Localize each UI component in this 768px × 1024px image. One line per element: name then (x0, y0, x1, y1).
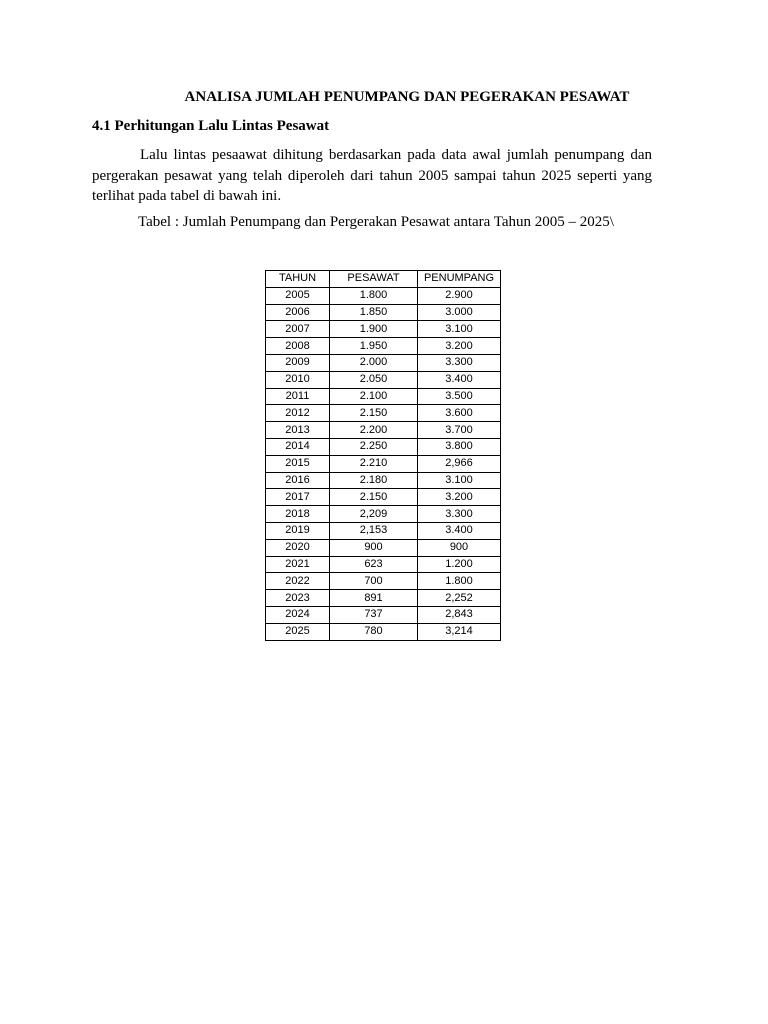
cell-pesawat: 1.900 (330, 321, 418, 338)
cell-tahun: 2006 (266, 304, 330, 321)
cell-pesawat: 900 (330, 539, 418, 556)
header-tahun: TAHUN (266, 271, 330, 288)
cell-penumpang: 3.000 (418, 304, 501, 321)
table-body (266, 287, 501, 640)
cell-pesawat: 2.000 (330, 354, 418, 371)
table-row (266, 539, 501, 556)
table-row (266, 606, 501, 623)
table-row (266, 287, 501, 304)
body-paragraph: Lalu lintas pesaawat dihitung berdasarkan pada data awal jumlah penumpang dan pergerakan pesawat yang telah diperoleh dari tahun 2005 sampai tahun 2025 seperti yang terlihat pada tabel di bawah ini. (92, 147, 652, 204)
cell-penumpang: 3.300 (418, 506, 501, 523)
passenger-aircraft-table (265, 270, 501, 641)
cell-penumpang: 3.200 (418, 338, 501, 355)
cell-pesawat: 700 (330, 573, 418, 590)
table-row (266, 590, 501, 607)
cell-penumpang: 3.400 (418, 522, 501, 539)
cell-penumpang: 2,843 (418, 606, 501, 623)
table-row (266, 455, 501, 472)
cell-tahun: 2022 (266, 573, 330, 590)
cell-penumpang: 3.200 (418, 489, 501, 506)
cell-penumpang: 2,966 (418, 455, 501, 472)
cell-tahun: 2017 (266, 489, 330, 506)
cell-penumpang: 2.900 (418, 287, 501, 304)
table-row (266, 489, 501, 506)
cell-pesawat: 623 (330, 556, 418, 573)
header-pesawat: PESAWAT (330, 271, 418, 288)
table-row (266, 506, 501, 523)
cell-tahun: 2023 (266, 590, 330, 607)
cell-pesawat: 2,153 (330, 522, 418, 539)
header-penumpang: PENUMPANG (418, 271, 501, 288)
cell-penumpang: 3.100 (418, 321, 501, 338)
cell-penumpang: 3.600 (418, 405, 501, 422)
cell-tahun: 2011 (266, 388, 330, 405)
cell-pesawat: 2.200 (330, 422, 418, 439)
section-heading: 4.1 Perhitungan Lalu Lintas Pesawat (92, 118, 330, 134)
cell-pesawat: 2.250 (330, 438, 418, 455)
cell-tahun: 2005 (266, 287, 330, 304)
cell-pesawat: 891 (330, 590, 418, 607)
cell-tahun: 2018 (266, 506, 330, 523)
cell-penumpang: 1.800 (418, 573, 501, 590)
cell-penumpang: 1.200 (418, 556, 501, 573)
cell-tahun: 2016 (266, 472, 330, 489)
cell-pesawat: 780 (330, 623, 418, 640)
table-header-row (266, 271, 501, 288)
table-row (266, 321, 501, 338)
cell-pesawat: 2.150 (330, 405, 418, 422)
cell-pesawat: 2,209 (330, 506, 418, 523)
table-row (266, 472, 501, 489)
table-row (266, 438, 501, 455)
cell-tahun: 2025 (266, 623, 330, 640)
cell-tahun: 2019 (266, 522, 330, 539)
cell-penumpang: 3.100 (418, 472, 501, 489)
cell-pesawat: 2.100 (330, 388, 418, 405)
cell-tahun: 2020 (266, 539, 330, 556)
table-row (266, 338, 501, 355)
cell-penumpang: 3.800 (418, 438, 501, 455)
cell-pesawat: 1.850 (330, 304, 418, 321)
cell-pesawat: 1.950 (330, 338, 418, 355)
table-row (266, 573, 501, 590)
cell-tahun: 2008 (266, 338, 330, 355)
table-row (266, 388, 501, 405)
document-title: ANALISA JUMLAH PENUMPANG DAN PEGERAKAN PESAWAT (184, 89, 630, 105)
table-row (266, 556, 501, 573)
cell-tahun: 2015 (266, 455, 330, 472)
cell-tahun: 2012 (266, 405, 330, 422)
cell-pesawat: 2.180 (330, 472, 418, 489)
cell-penumpang: 2,252 (418, 590, 501, 607)
cell-penumpang: 3,214 (418, 623, 501, 640)
cell-pesawat: 2.210 (330, 455, 418, 472)
cell-tahun: 2024 (266, 606, 330, 623)
cell-pesawat: 1.800 (330, 287, 418, 304)
table-row (266, 354, 501, 371)
cell-penumpang: 3.300 (418, 354, 501, 371)
cell-tahun: 2010 (266, 371, 330, 388)
cell-tahun: 2007 (266, 321, 330, 338)
table-row (266, 623, 501, 640)
table-caption: Tabel : Jumlah Penumpang dan Pergerakan Pesawat antara Tahun 2005 – 2025\ (138, 214, 614, 230)
cell-tahun: 2014 (266, 438, 330, 455)
cell-pesawat: 2.050 (330, 371, 418, 388)
table-row (266, 422, 501, 439)
table-row (266, 371, 501, 388)
table-row (266, 522, 501, 539)
cell-penumpang: 3.400 (418, 371, 501, 388)
cell-penumpang: 3.700 (418, 422, 501, 439)
table-row (266, 405, 501, 422)
cell-tahun: 2021 (266, 556, 330, 573)
cell-tahun: 2013 (266, 422, 330, 439)
cell-penumpang: 3.500 (418, 388, 501, 405)
cell-pesawat: 2.150 (330, 489, 418, 506)
table-row (266, 304, 501, 321)
cell-pesawat: 737 (330, 606, 418, 623)
cell-tahun: 2009 (266, 354, 330, 371)
cell-penumpang: 900 (418, 539, 501, 556)
